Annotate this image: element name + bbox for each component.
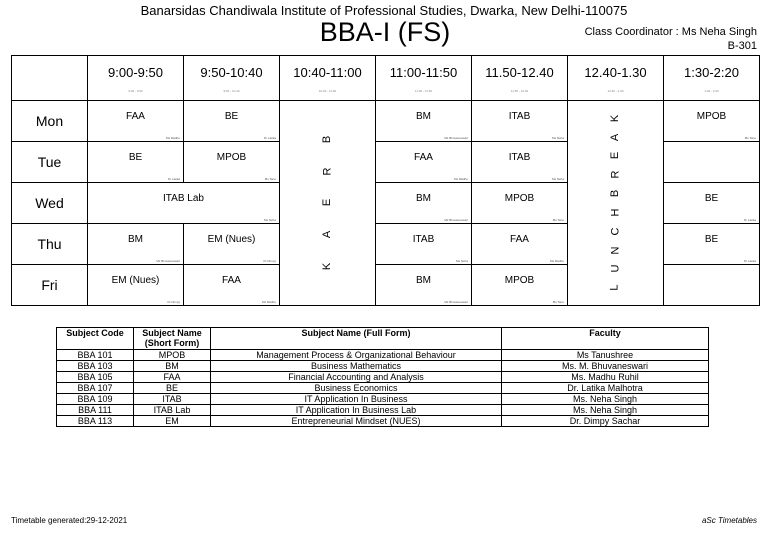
legend-cell: Ms. Madhu Ruhil — [502, 372, 709, 383]
legend-cell: Ms Tanushree — [502, 350, 709, 361]
legend-cell: Management Process & Organizational Behaviour — [211, 350, 502, 361]
lesson-cell[interactable] — [376, 183, 472, 224]
lunch-break-cell — [568, 101, 664, 306]
day-label: Fri — [12, 265, 88, 306]
lesson-faculty: Ms Madhu — [261, 300, 276, 304]
lesson-faculty: Ms Madhu — [453, 177, 468, 181]
legend-row — [57, 416, 709, 427]
lesson-subject: BM — [128, 234, 143, 245]
lesson-faculty: Dr Latika — [743, 259, 756, 263]
lesson-faculty: Ms Tanu — [264, 177, 276, 181]
lesson-faculty: Ms Tanu — [744, 136, 756, 140]
legend-cell: BBA 109 — [57, 394, 134, 405]
legend-cell: Business Economics — [211, 383, 502, 394]
lunch-letter: R — [608, 170, 621, 179]
legend-cell: EM — [134, 416, 211, 427]
class-coordinator — [585, 25, 757, 53]
lesson-faculty: Ms Madhu — [549, 259, 564, 263]
legend-cell: MPOB — [134, 350, 211, 361]
legend-cell: Entrepreneurial Mindset (NUES) — [211, 416, 502, 427]
legend-cell: BBA 107 — [57, 383, 134, 394]
lesson-subject: ITAB Lab — [163, 193, 204, 204]
lesson-subject: ITAB — [508, 111, 531, 122]
generated-date: Timetable generated:29-12-2021 — [11, 516, 128, 525]
period-header-row — [12, 56, 760, 101]
lesson-faculty: Ms Madhu — [165, 136, 180, 140]
room-label: B-301 — [727, 40, 757, 52]
lesson-subject: EM (Nues) — [111, 275, 160, 286]
period-header: 9:50-10:40 9:50 - 10:40 — [184, 56, 280, 101]
legend-cell: FAA — [134, 372, 211, 383]
legend-cell: Business Mathematics — [211, 361, 502, 372]
lesson-subject: FAA — [222, 275, 241, 286]
lesson-cell[interactable] — [472, 224, 568, 265]
lesson-faculty: Ms Bhuvaneswari — [156, 259, 180, 263]
period-header: 10:40-11:00 10:40 - 11:00 — [280, 56, 376, 101]
lesson-faculty: Ms Neha — [551, 136, 564, 140]
lesson-subject: MPOB — [504, 193, 535, 204]
legend-cell: BE — [134, 383, 211, 394]
class-title: BBA-I (FS) — [319, 17, 451, 47]
lesson-subject: ITAB — [508, 152, 531, 163]
legend-header: Subject Code — [57, 328, 134, 350]
day-label: Mon — [12, 101, 88, 142]
legend-cell: BBA 101 — [57, 350, 134, 361]
lesson-subject: BM — [416, 275, 431, 286]
lesson-cell[interactable] — [88, 224, 184, 265]
lunch-letter: U — [608, 264, 621, 273]
break-letter: A — [321, 231, 333, 239]
lunch-letter: K — [609, 114, 621, 122]
lesson-subject: BM — [416, 111, 431, 122]
lesson-subject: BE — [704, 193, 719, 204]
lesson-cell[interactable] — [376, 142, 472, 183]
legend-header: Subject Name (Short Form) — [134, 328, 211, 350]
lesson-subject: BE — [704, 234, 719, 245]
period-header: 11.50-12.40 11:50 - 12:40 — [472, 56, 568, 101]
lunch-letter: C — [608, 227, 621, 236]
lesson-cell[interactable] — [376, 101, 472, 142]
lesson-cell[interactable] — [472, 101, 568, 142]
legend-row — [57, 372, 709, 383]
lesson-cell[interactable] — [88, 142, 184, 183]
legend-cell: IT Application In Business — [211, 394, 502, 405]
lesson-subject: ITAB — [412, 234, 435, 245]
lesson-faculty: Ms Neha — [551, 177, 564, 181]
software-credit: aSc Timetables — [701, 516, 757, 525]
lesson-cell[interactable] — [472, 142, 568, 183]
lesson-faculty: Ms Neha — [263, 218, 276, 222]
lesson-subject: EM (Nues) — [207, 234, 256, 245]
lesson-cell[interactable] — [472, 265, 568, 306]
break-letter: B — [321, 135, 333, 143]
break-letter: E — [321, 199, 333, 207]
lesson-subject: FAA — [126, 111, 145, 122]
lesson-subject: FAA — [414, 152, 433, 163]
lesson-faculty: Dr Latika — [167, 177, 180, 181]
legend-cell: Financial Accounting and Analysis — [211, 372, 502, 383]
lesson-cell[interactable] — [376, 224, 472, 265]
lunch-letter: H — [608, 208, 621, 217]
lesson-cell[interactable] — [664, 183, 760, 224]
lesson-faculty: Dr Latika — [263, 136, 276, 140]
period-header: 12.40-1.30 12:40 - 1:30 — [568, 56, 664, 101]
lesson-subject: BE — [128, 152, 143, 163]
break-letter: K — [321, 262, 333, 271]
lunch-letter: B — [609, 189, 621, 198]
lesson-cell[interactable] — [664, 224, 760, 265]
legend-row — [57, 394, 709, 405]
lesson-cell[interactable] — [88, 183, 280, 224]
lesson-cell[interactable] — [184, 224, 280, 265]
legend-cell: Ms. Neha Singh — [502, 405, 709, 416]
day-label: Tue — [12, 142, 88, 183]
legend-row — [57, 405, 709, 416]
lesson-faculty: Ms Bhuvaneswari — [444, 136, 468, 140]
lesson-subject: BM — [416, 193, 431, 204]
lunch-letter: E — [609, 152, 621, 160]
legend-cell: BBA 103 — [57, 361, 134, 372]
lesson-subject: FAA — [510, 234, 529, 245]
lesson-cell[interactable] — [184, 142, 280, 183]
lesson-faculty: Ms Bhuvaneswari — [444, 218, 468, 222]
day-label: Wed — [12, 183, 88, 224]
legend-cell: Dr. Dimpy Sachar — [502, 416, 709, 427]
legend-row — [57, 383, 709, 394]
legend-cell: ITAB Lab — [134, 405, 211, 416]
legend-cell: BBA 105 — [57, 372, 134, 383]
lunch-letter: L — [609, 284, 621, 291]
empty-cell — [664, 265, 760, 306]
legend-cell: BM — [134, 361, 211, 372]
legend-row — [57, 361, 709, 372]
empty-cell — [664, 142, 760, 183]
legend-cell: Ms. M. Bhuvaneswari — [502, 361, 709, 372]
lesson-faculty: Ms Bhuvaneswari — [444, 300, 468, 304]
lesson-subject: MPOB — [504, 275, 535, 286]
corner-cell — [12, 56, 88, 101]
lunch-letter: A — [609, 133, 621, 141]
lesson-cell[interactable] — [88, 101, 184, 142]
lesson-cell[interactable] — [184, 101, 280, 142]
timetable-grid — [11, 55, 760, 306]
lesson-faculty: Ms Tanu — [552, 300, 564, 304]
legend-header-row — [57, 328, 709, 350]
legend-cell: IT Application In Business Lab — [211, 405, 502, 416]
legend-header: Faculty — [502, 328, 709, 350]
institute-name: Banarsidas Chandiwala Institute of Professional Studies, Dwarka, New Delhi-110075 — [140, 3, 628, 18]
lunch-letter: N — [608, 246, 621, 254]
lesson-faculty: Dr Dimpy — [263, 259, 276, 263]
lesson-cell[interactable] — [376, 265, 472, 306]
legend-cell: ITAB — [134, 394, 211, 405]
legend-cell: BBA 113 — [57, 416, 134, 427]
day-row-mon — [12, 101, 760, 142]
lesson-faculty: Dr Dimpy — [167, 300, 180, 304]
lesson-cell[interactable] — [472, 183, 568, 224]
day-label: Thu — [12, 224, 88, 265]
lesson-cell[interactable] — [664, 101, 760, 142]
legend-cell: BBA 111 — [57, 405, 134, 416]
legend-row — [57, 350, 709, 361]
coordinator-label: Class Coordinator : Ms Neha Singh — [584, 26, 757, 38]
lesson-faculty: Ms Neha — [455, 259, 468, 263]
period-header: 11:00-11:50 11:00 - 11:50 — [376, 56, 472, 101]
subject-legend-table — [56, 327, 709, 427]
period-header: 1:30-2:20 1:30 - 2:20 — [664, 56, 760, 101]
period-header: 9:00-9:50 9:00 - 9:50 — [88, 56, 184, 101]
lesson-cell[interactable] — [184, 265, 280, 306]
legend-cell: Ms. Neha Singh — [502, 394, 709, 405]
legend-cell: Dr. Latika Malhotra — [502, 383, 709, 394]
lesson-subject: MPOB — [696, 111, 727, 122]
break-cell — [280, 101, 376, 306]
lesson-subject: BE — [224, 111, 239, 122]
lesson-faculty: Ms Tanu — [552, 218, 564, 222]
legend-header: Subject Name (Full Form) — [211, 328, 502, 350]
lesson-faculty: Dr Latika — [743, 218, 756, 222]
break-letter: R — [320, 167, 333, 176]
lesson-subject: MPOB — [216, 152, 247, 163]
lesson-cell[interactable] — [88, 265, 184, 306]
